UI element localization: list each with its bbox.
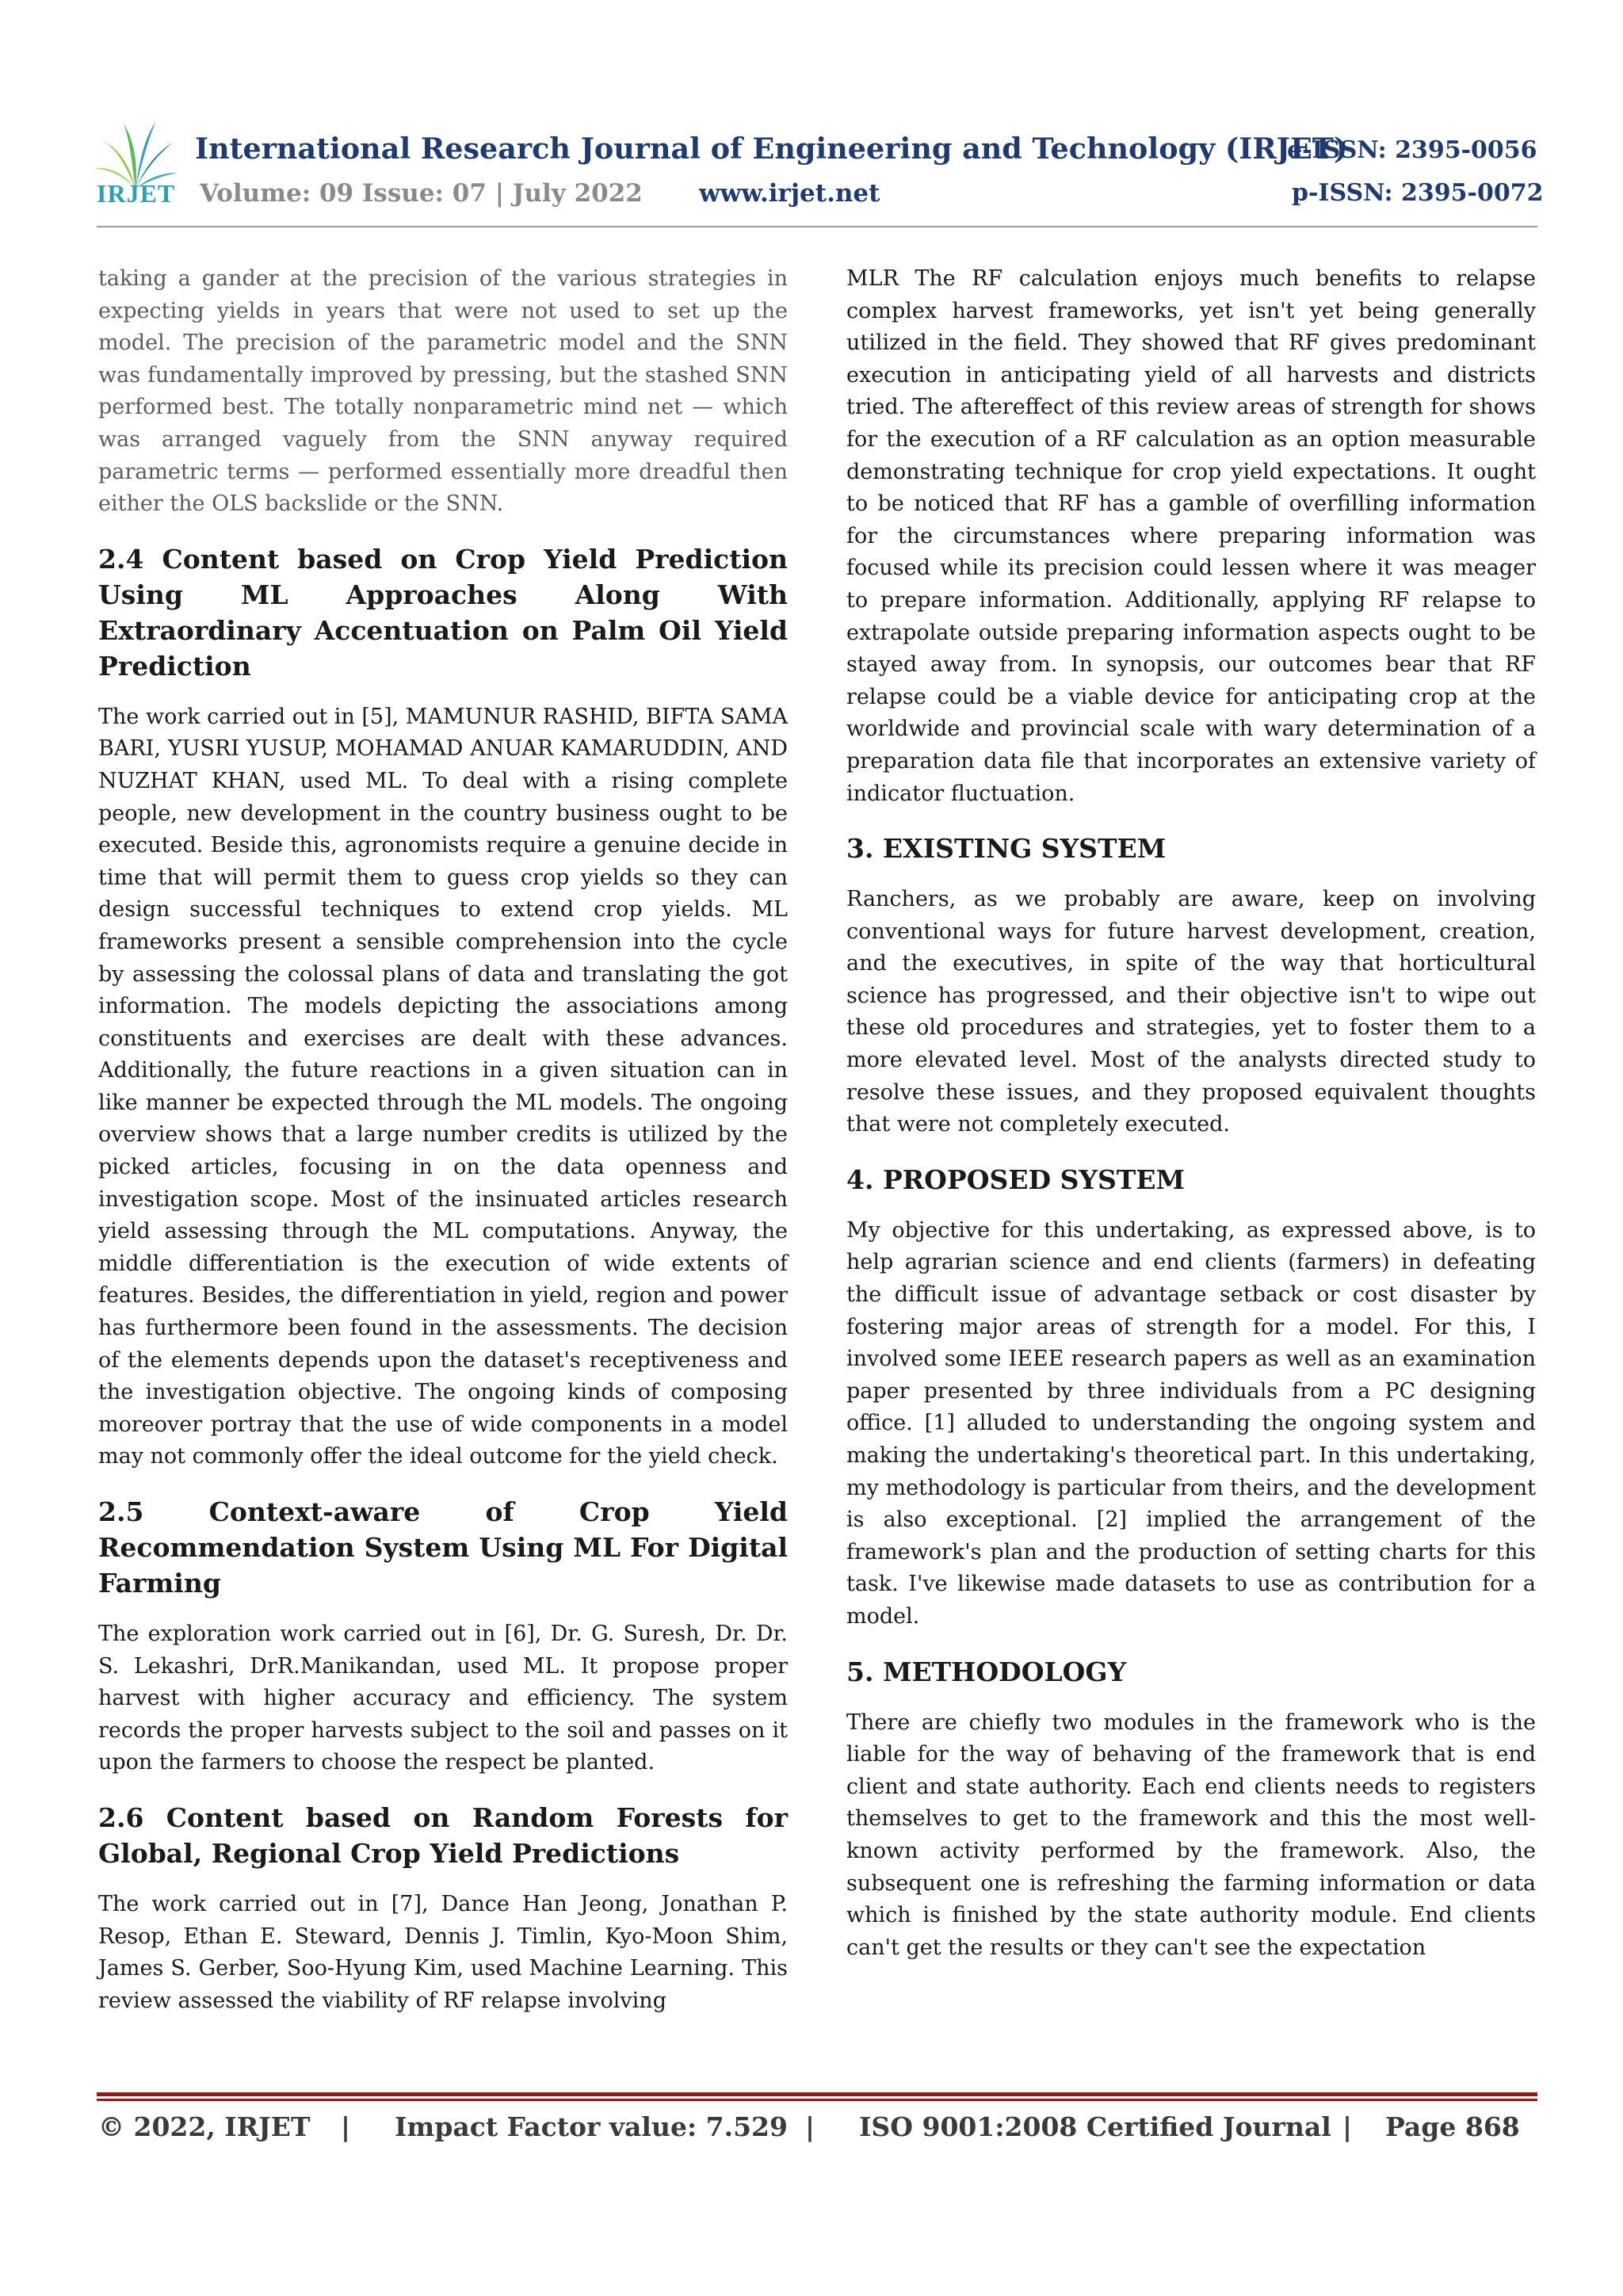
continued-paragraph: MLR The RF calculation enjoys much benefits to relapse complex harvest frameworks, yet isn't yet being generally utilized in the field. They showed that RF gives predominant execution in anticipating yield of all harvests and districts tried. The aftereffect of this review areas of strength for shows for the execution of a RF calculation as an option measurable demonstrating technique for crop yield expectations. It ought to be noticed that RF has a gamble of overfilling information for the circumstances where preparing information was focused while its precision could lessen where it was meager to prepare information. Additionally, applying RF relapse to extrapolate outside preparing information aspects ought to be stayed away from. In synopsis, our outcomes bear that RF relapse could be a viable device for anticipating crop at the worldwide and provincial scale with wary determination of a preparation data file that incorporates an extensive variety of indicator fluctuation. [846,266,1536,806]
footer-separator: | [341,2111,351,2142]
p-issn: p-ISSN: 2395-0072 [1292,179,1544,207]
section-5-body: There are chiefly two modules in the framework who is the liable for the way of behaving of the framework that is end client and state authority. Each end clients needs to registers themselves to get to the framework and this the most well-known activity performed by the framework. Also, the subsequent one is refreshing the farming information or data which is finished by the state authority module. End clients can't get the results or they can't see the expectation [846,1710,1536,1960]
footer-impact-factor: Impact Factor value: 7.529 [395,2111,788,2142]
right-column [846,263,1536,1964]
section-2-4-body: The work carried out in [5], MAMUNUR RASHID, BIFTA SAMA BARI, YUSRI YUSUP, MOHAMAD ANUAR KAMARUDDIN, AND NUZHAT KHAN, used ML. To deal with a rising complete people, new development in the country business ought to be executed. Beside this, agronomists require a genuine decide in time that will permit them to guess crop yields so they can design successful techniques to extend crop yields. ML frameworks present a sensible comprehension into the cycle by assessing the colossal plans of data and translating the got information. The models depicting the associations among constituents and exercises are dealt with these advances. Additionally, the future reactions in a given situation can in like manner be expected through the ML models. The ongoing overview shows that a large number credits is utilized by the picked articles, focusing in on the data openness and investigation scope. Most of the insinuated articles research yield assessing through the ML computations. Anyway, the middle differentiation is the execution of wide extents of features. Besides, the differentiation in yield, region and power has furthermore been found in the assessments. The decision of the elements depends upon the dataset's receptiveness and the investigation objective. The ongoing kinds of composing moreover portray that the use of wide components in a model may not commonly offer the ideal outcome for the yield check. [98,704,788,1469]
footer-separator: | [805,2111,815,2142]
section-2-5-heading: 2.5 Context-aware of Crop Yield Recommendation System Using ML For Digital Farming [98,1496,788,1599]
section-2-6-heading: 2.6 Content based on Random Forests for Global, Regional Crop Yield Predictions [98,1801,788,1869]
section-4-body: My objective for this undertaking, as expressed above, is to help agrarian science and end clients (farmers) in defeating the difficult issue of advantage setback or cost disaster by fostering major areas of strength for a model. For this, I involved some IEEE research papers as well as an examination paper presented by three individuals from a PC designing office. [1] alluded to understanding the ongoing system and making the undertaking's theoretical part. In this undertaking, my methodology is particular from theirs, and the development is also exceptional. [2] implied the arrangement of the framework's plan and the production of setting charts for this task. I've likewise made datasets to use as contribution for a model. [846,1217,1536,1629]
footer-rule-thin [97,2099,1537,2101]
footer-iso-certification: ISO 9001:2008 Certified Journal [859,2111,1331,2142]
section-3-body: Ranchers, as we probably are aware, keep on involving conventional ways for future harvest development, creation, and the executives, in spite of the way that horticultural science has progressed, and their objective isn't to wipe out these old procedures and strategies, yet to foster them to a more elevated level. Most of the analysts directed study to resolve these issues, and they proposed equivalent thoughts that were not completely executed. [846,887,1536,1137]
footer-copyright: © 2022, IRJET [98,2111,311,2142]
e-issn: e-ISSN: 2395-0056 [1287,136,1537,164]
footer-separator: | [1342,2111,1353,2142]
logo-wordmark: IRJET [97,179,176,208]
section-4-heading: 4. PROPOSED SYSTEM [846,1163,1186,1195]
left-column [98,263,788,2017]
section-2-4-heading: 2.4 Content based on Crop Yield Prediction Using ML Approaches Along With Extraordinary Accentuation on Palm Oil Yield Prediction [98,543,788,682]
intro-paragraph: taking a gander at the precision of the various strategies in expecting yields in years that were not used to set up the model. The precision of the parametric model and the SNN was fundamentally improved by pressing, but the stashed SNN performed best. The totally nonparametric mind net — which was arranged vaguely from the SNN anyway required parametric terms — performed essentially more dreadful then either the OLS backslide or the SNN. [98,266,788,517]
volume-issue: Volume: 09 Issue: 07 | July 2022 [200,179,643,208]
footer-rule-thick [97,2092,1537,2096]
section-3-heading: 3. EXISTING SYSTEM [846,833,1167,865]
section-5-heading: 5. METHODOLOGY [846,1656,1127,1687]
footer-page-number: Page 868 [1385,2111,1520,2142]
journal-title: International Research Journal of Engineering and Technology (IRJET) [195,132,1348,166]
header-divider [97,226,1537,227]
section-2-5-body: The exploration work carried out in [6], Dr. G. Suresh, Dr. Dr. S. Lekashri, DrR.Manikandan, used ML. It propose proper harvest with higher accuracy and efficiency. The system records the proper harvests subject to the soil and passes on it upon the farmers to choose the respect be planted. [98,1622,788,1775]
journal-website-link[interactable]: www.irjet.net [699,179,880,208]
section-2-6-body: The work carried out in [7], Dance Han Jeong, Jonathan P. Resop, Ethan E. Steward, Dennis J. Timlin, Kyo-Moon Shim, James S. Gerber, Soo-Hyung Kim, used Machine Learning. This review assessed the viability of RF relapse involving [98,1891,788,2013]
